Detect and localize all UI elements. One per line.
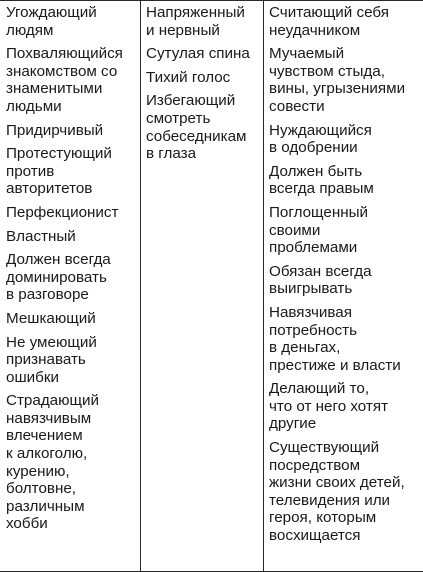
table-column-3 [263,1,423,571]
table-cell: Не умеющий признавать ошибки [6,333,97,386]
table-cell: Избегающий смотреть собеседникам в глаза [146,92,247,163]
table-cell: Поглощенный своими проблемами [269,203,368,257]
table-cell: Мучаемый чувством стыда, вины, угрызениями совести [269,45,406,115]
table-cell: Мешкающий [6,309,96,327]
table-cell: Угождающий людям [6,4,97,39]
table-column-2 [140,1,263,571]
table-cell: Делающий то, что от него хотят другие [269,380,389,433]
table-cell: Существующий посредством жизни своих детей, телевидения или героя, которым восхищается [269,439,405,545]
table-cell: Перфекционист [6,203,119,221]
table-cell: Считающий себя неудачником [269,4,389,39]
table-cell: Навязчивая потребность в деньгах, престиже и власти [269,303,401,374]
table-cell: Властный [6,227,76,245]
table-cell: Должен всегда доминировать в разговоре [6,251,111,304]
table-cell: Похваляющийся знакомством со знаменитыми людьми [6,45,123,115]
table-cell: Обязан всегда выигрывать [269,262,372,298]
table-column-1 [0,1,140,571]
table-cell: Напряженный и нервный [146,4,245,39]
table-cell: Протестующий против авторитетов [6,145,112,198]
table-cell: Нуждающийся в одобрении [269,121,372,157]
table-cell: Страдающий навязчивым влечением к алкоголю, курению, болтовне, различным хобби [6,392,99,533]
table-cell: Придирчивый [6,121,104,139]
table-cell: Сутулая спина [146,45,250,63]
table-cell: Тихий голос [146,68,231,86]
table-cell: Должен быть всегда правым [269,162,374,198]
